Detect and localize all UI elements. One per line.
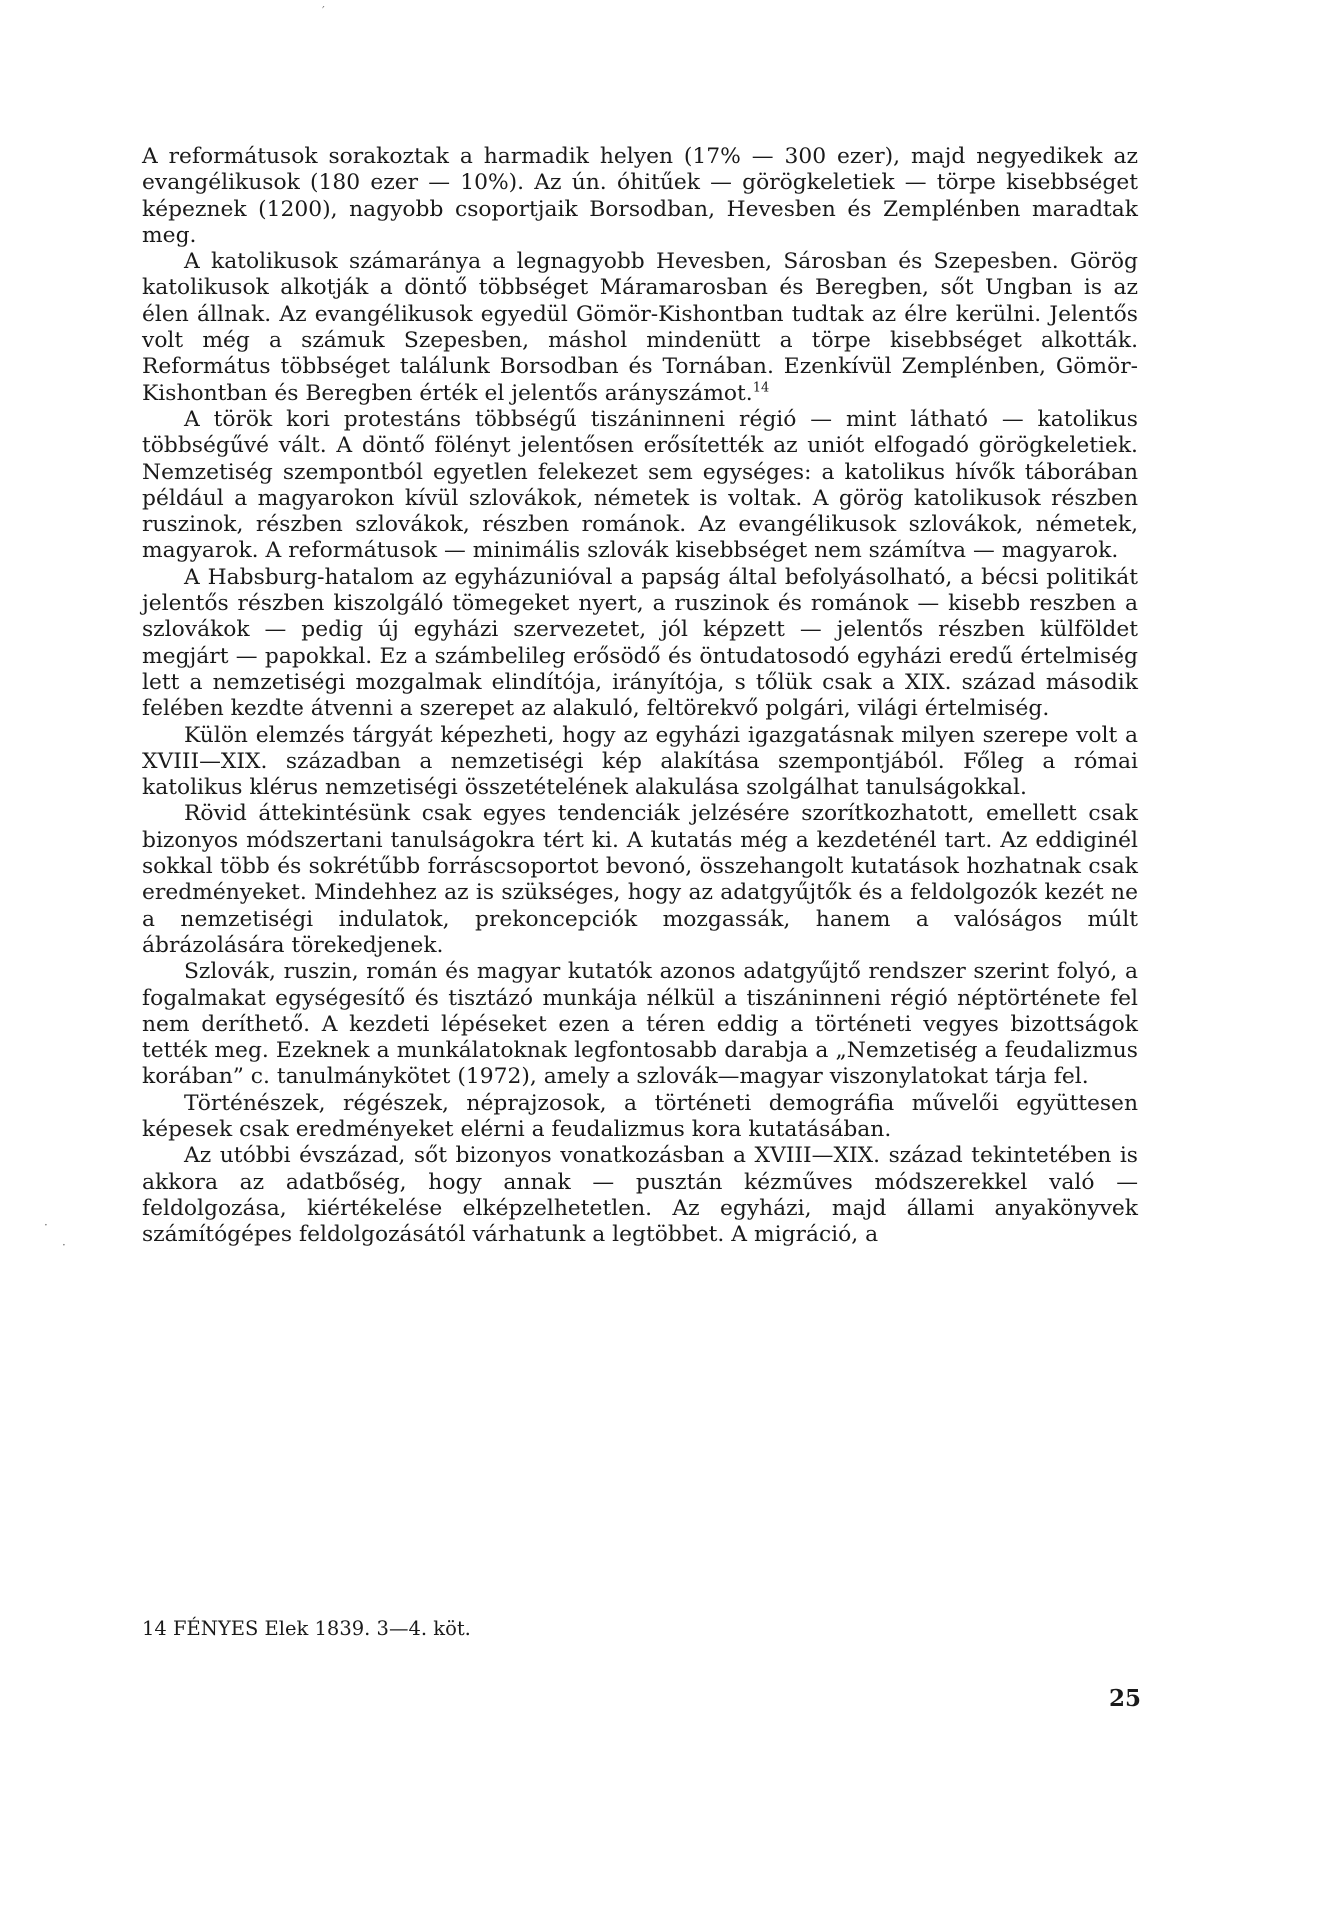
paragraph: [142, 249, 1138, 407]
paragraph: [142, 565, 1138, 723]
paragraph-text: Rövid áttekintésünk csak egyes tendenciák jelzésére szorítkozhatott, emellett csak bizonyos módszertani tanulságokra tért ki. A kutatás még a kezdeténél tart. Az eddiginél sokkal több és sokrétűbb forráscsoportot bevonó, összehangolt kutatások hozhatnak csak eredményeket. Mindehhez az is szükséges, hogy az adatgyűjtők és a feldolgozók kezét ne a nemzetiségi indulatok, prekoncepciók mozgassák, hanem a valóságos múlt ábrázolására törekedjenek.: [142, 801, 1138, 958]
scan-speck: ·: [62, 1238, 66, 1252]
paragraph-text: Szlovák, ruszin, román és magyar kutatók azonos adatgyűjtő rendszer szerint folyó, a fogalmakat egységesítő és tisztázó munkája nélkül a tiszáninneni régió néptörténete fel nem deríthető. A kezdeti lépéseket ezen a téren eddig a történeti vegyes bizottságok tették meg. Ezeknek a munkálatoknak legfontosabb darabja a „Nemzetiség a feudalizmus korában” c. tanulmánykötet (1972), amely a szlovák—magyar viszonylatokat tárja fel.: [142, 959, 1138, 1090]
paragraph: [142, 723, 1138, 802]
page-number: 25: [1108, 1685, 1141, 1712]
scan-speck: ′: [322, 4, 325, 18]
paragraph: [142, 144, 1138, 249]
paragraph-text: Külön elemzés tárgyát képezheti, hogy az egyházi igazgatásnak milyen szerepe volt a XVIII—XIX. században a nemzetiségi kép alakítása szempontjából. Főleg a római katolikus klérus nemzetiségi összetételének alakulása szolgálhat tanulságokkal.: [142, 722, 1138, 801]
paragraph-text: A katolikusok számaránya a legnagyobb Hevesben, Sárosban és Szepesben. Görög katolikusok alkotják a döntő többséget Máramarosban és Beregben, sőt Ungban is az élen állnak. Az evangélikusok egyedül Gömör-Kishontban tudtak az élre kerülni. Jelentős volt még a számuk Szepesben, máshol mindenütt a törpe kisebbséget alkották. Református többséget találunk Borsodban és Tornában. Ezenkívül Zemplénben, Gömör-Kishontban és Beregben érték el jelentős arányszámot.: [142, 249, 1138, 406]
page-body: [142, 144, 1138, 1248]
footnote: 14 FÉNYES Elek 1839. 3—4. köt.: [142, 1617, 471, 1640]
paragraph-text: Az utóbbi évszázad, sőt bizonyos vonatkozásban a XVIII—XIX. század tekintetében is akkora az adatbőség, hogy annak — pusztán kézműves módszerekkel való — feldolgozása, kiértékelése elképzelhetetlen. Az egyházi, majd állami anyakönyvek számítógépes feldolgozásától várhatunk a legtöbbet. A migráció, a: [142, 1143, 1138, 1248]
paragraph: [142, 801, 1138, 959]
paragraph: [142, 959, 1138, 1090]
paragraph: [142, 407, 1138, 565]
paragraph-text: A török kori protestáns többségű tiszáninneni régió — mint látható — katolikus többségűvé vált. A döntő fölényt jelentősen erősítették az uniót elfogadó görögkeletiek. Nemzetiség szempontból egyetlen felekezet sem egységes: a katolikus hívők táborában például a magyarokon kívül szlovákok, németek is voltak. A görög katolikusok részben ruszinok, részben szlovákok, részben románok. Az evangélikusok szlovákok, németek, magyarok. A reformátusok — minimális szlovák kisebbséget nem számítva — magyarok.: [142, 406, 1138, 564]
paragraph: [142, 1091, 1138, 1144]
paragraph: [142, 1143, 1138, 1248]
paragraph-text: Történészek, régészek, néprajzosok, a történeti demográfia művelői együttesen képesek csak eredményeket elérni a feudalizmus kora kutatásában.: [142, 1090, 1138, 1142]
footnote-reference: 14: [752, 380, 770, 396]
paragraph-text: A reformátusok sorakoztak a harmadik helyen (17% — 300 ezer), majd negyedikek az evangélikusok (180 ezer — 10%). Az ún. óhitűek — görögkeletiek — törpe kisebbséget képeznek (1200), nagyobb csoportjaik Borsodban, Hevesben és Zemplénben maradtak meg.: [142, 144, 1138, 248]
scan-speck: ·: [44, 1218, 48, 1232]
paragraph-text: A Habsburg-hatalom az egyházunióval a papság által befolyásolható, a bécsi politikát jelentős részben kiszolgáló tömegeket nyert, a ruszinok és románok — kisebb reszben a szlovákok — pedig új egyházi szervezetet, jól képzett — jelentős részben külföldet megjárt — papokkal. Ez a számbelileg erősödő és öntudatosodó egyházi eredű értelmiség lett a nemzetiségi mozgalmak elindítója, irányítója, s tőlük csak a XIX. század második felében kezdte átvenni a szerepet az alakuló, feltörekvő polgári, világi értelmiség.: [142, 564, 1138, 722]
